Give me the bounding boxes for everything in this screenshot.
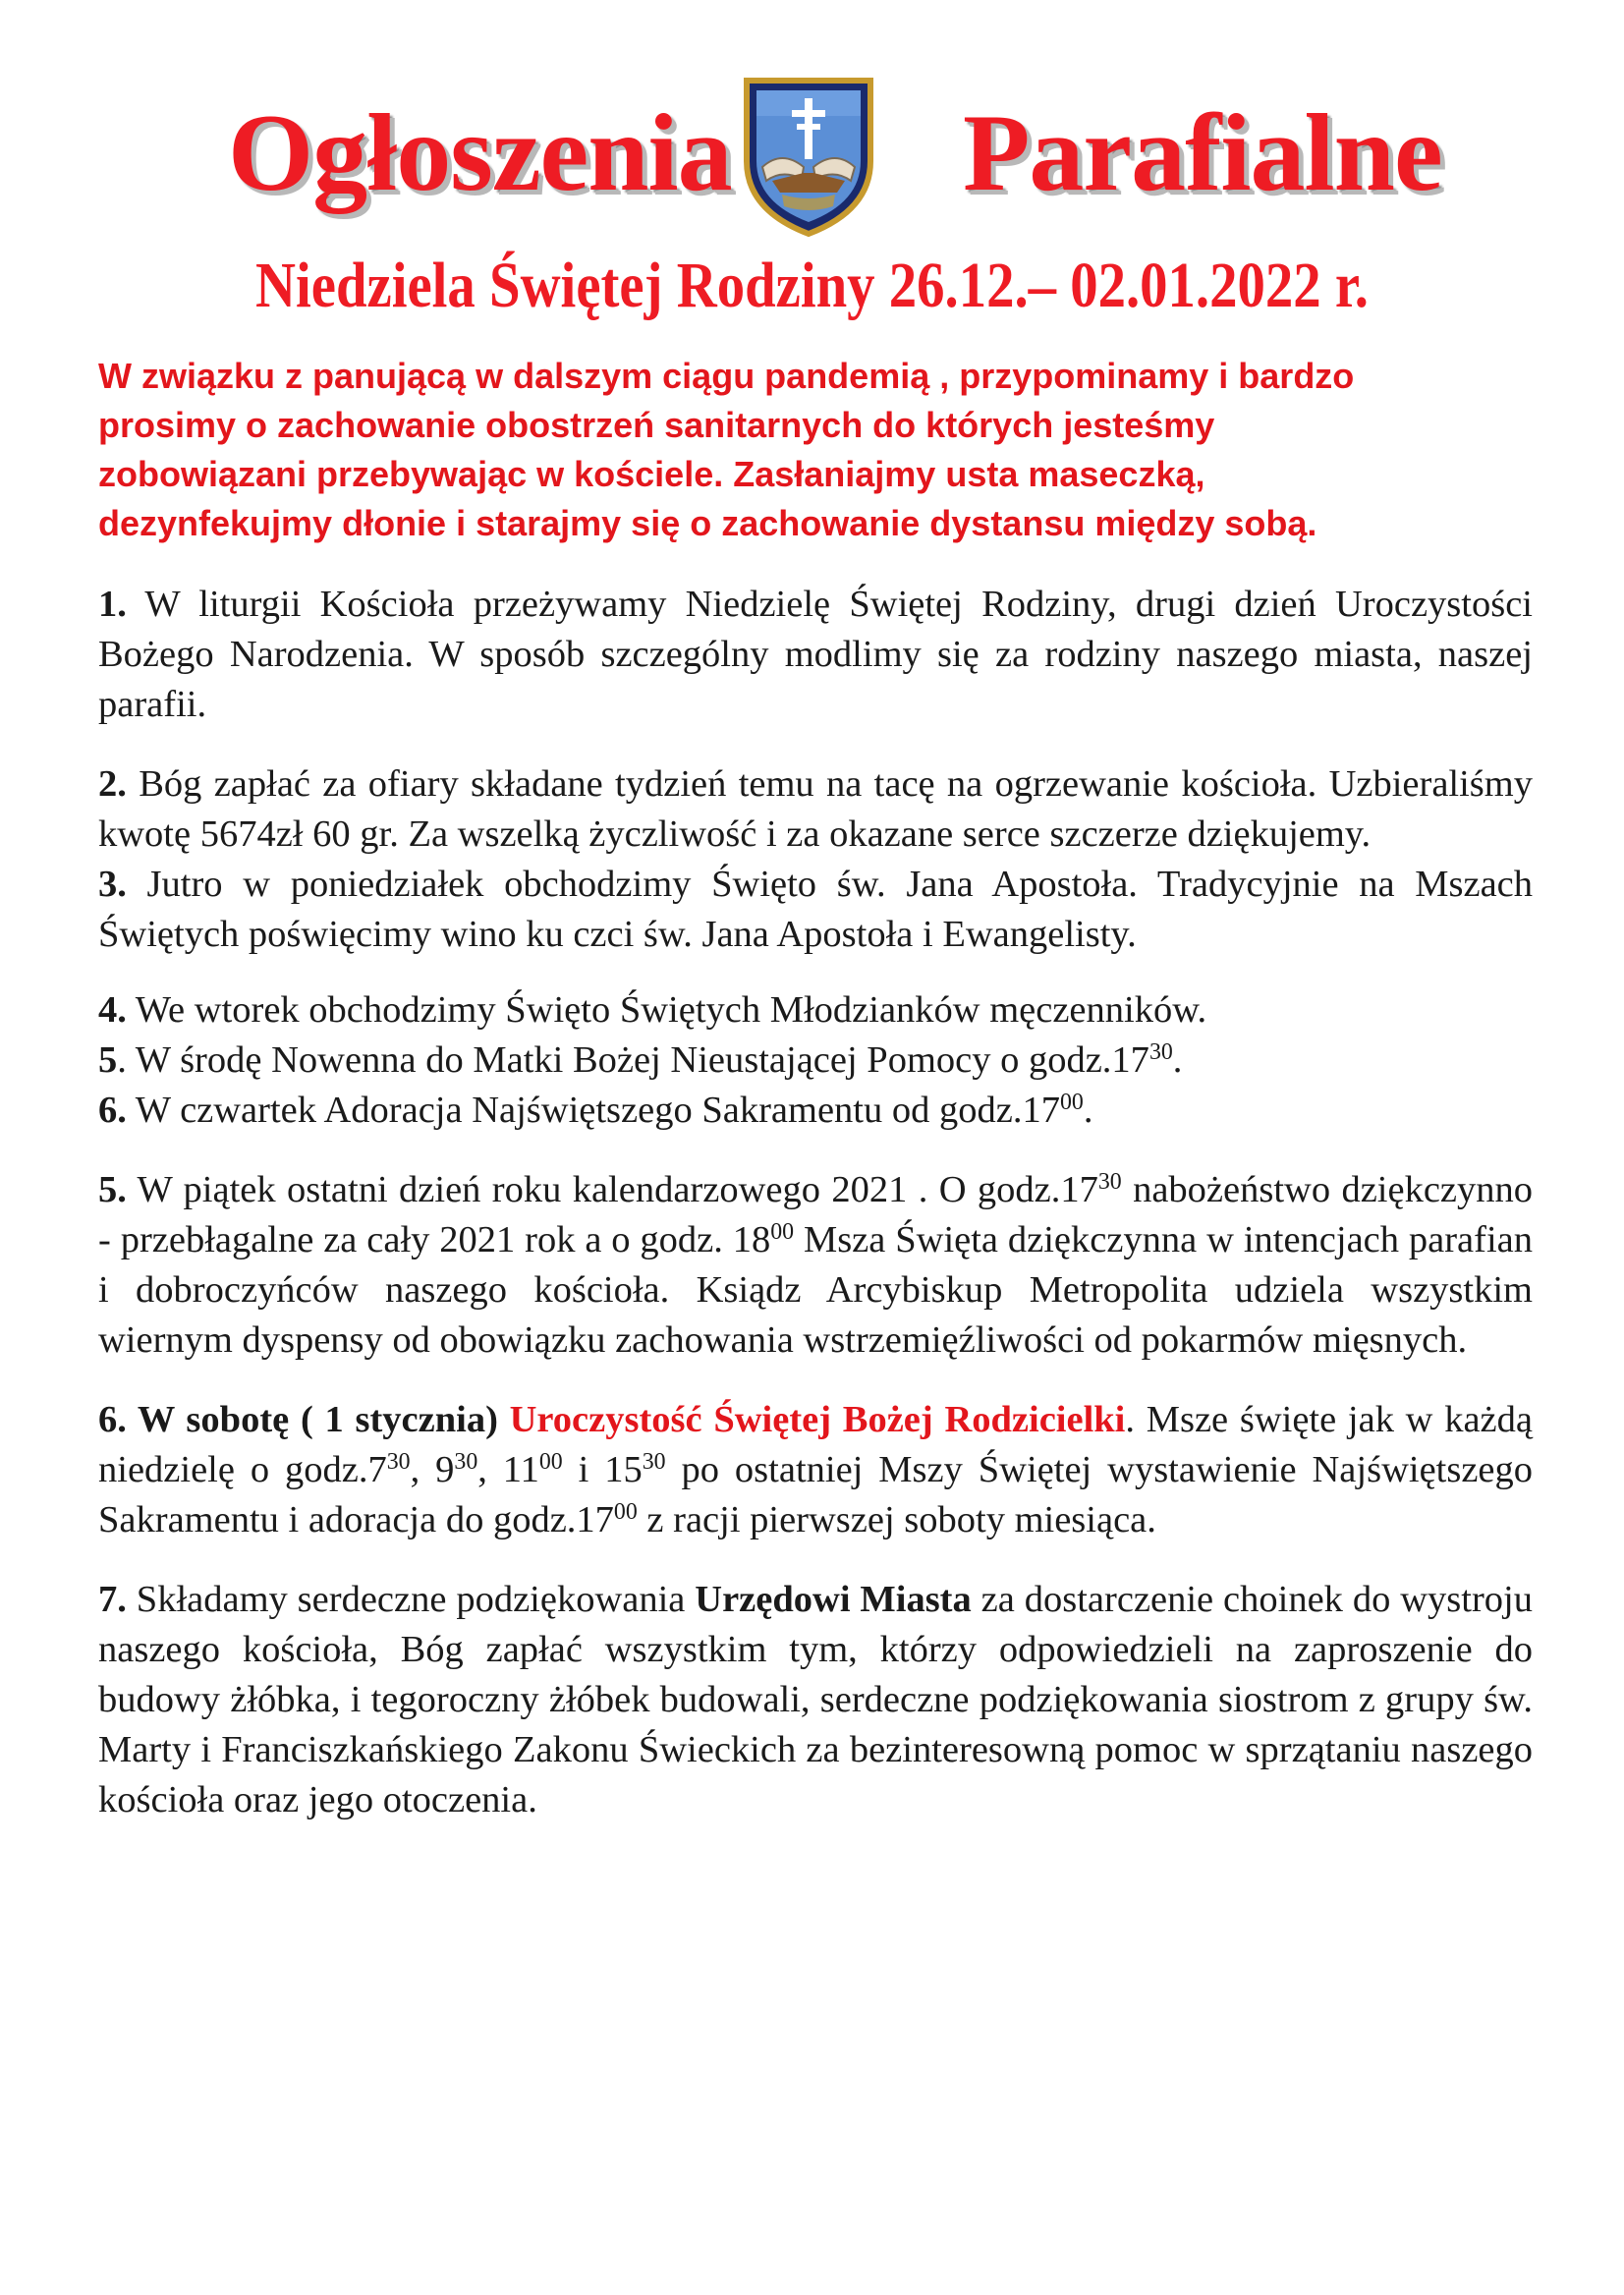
item-text: , 11: [477, 1449, 539, 1490]
announcement-item: [98, 985, 1533, 1036]
item-text: nabożeństwo dziękczynno - przebłagalne za cały 2021 rok a o godz. 18: [98, 1169, 1534, 1260]
item-text: .: [1083, 1090, 1093, 1131]
item-text: Składamy serdeczne podziękowania: [126, 1579, 696, 1620]
notice-line: prosimy o zachowanie obostrzeń sanitarnych do których jesteśmy: [98, 405, 1215, 445]
announcements-list: [98, 580, 1533, 1825]
announcement-item: [98, 1575, 1533, 1825]
time-superscript: 30: [454, 1449, 478, 1476]
announcement-item: [98, 580, 1533, 730]
announcement-item: [98, 759, 1533, 860]
item-number: 5: [98, 1039, 118, 1081]
sanitary-notice: [98, 352, 1533, 548]
time-superscript: 00: [538, 1449, 563, 1476]
item-text: z racji pierwszej soboty miesiąca.: [637, 1499, 1156, 1540]
time-superscript: 30: [1097, 1169, 1122, 1196]
item-text: . W środę Nowenna do Matki Bożej Nieustającej Pomocy o godz.17: [117, 1039, 1149, 1081]
announcement-item: [98, 1395, 1533, 1545]
item-text: W piątek ostatni dzień roku kalendarzowego 2021 . O godz.17: [126, 1169, 1098, 1210]
announcement-item: [98, 860, 1533, 960]
time-superscript: 30: [386, 1449, 411, 1476]
item-text: Jutro w poniedziałek obchodzimy Święto św. Jana Apostoła. Tradycyjnie na Mszach Świętych poświęcimy wino ku czci św. Jana Apostoła i Ewangelisty.: [98, 864, 1533, 955]
notice-line: W związku z panującą w dalszym ciągu pandemią , przypominamy i bardzo: [98, 356, 1355, 396]
time-superscript: 30: [1148, 1039, 1173, 1066]
page-header: [0, 77, 1624, 253]
time-superscript: 00: [1059, 1090, 1084, 1116]
item-text: Msza Święta dziękczynna w intencjach parafian i dobroczyńców naszego kościoła. Ksiądz Arcybiskup Metropolita udziela wszystkim wiernym dyspensy od obowiązku zachowania wstrzemięźliwości od pokarmów mięsnych.: [98, 1219, 1533, 1361]
parish-coat-of-arms-icon: [743, 77, 874, 238]
item-number: 6.: [98, 1090, 127, 1131]
item-text: , 9: [410, 1449, 455, 1490]
item-number: 6. W sobotę ( 1 stycznia): [98, 1399, 498, 1440]
time-superscript: 30: [642, 1449, 666, 1476]
feast-name: Uroczystość Świętej Bożej Rodzicielki: [497, 1399, 1126, 1440]
title-right: Parafialne: [963, 92, 1442, 214]
item-text: . Msze święte jak w każdą niedzielę o godz.7: [98, 1399, 1533, 1490]
time-superscript: 00: [770, 1219, 795, 1246]
time-superscript: 00: [613, 1499, 638, 1526]
item-number: 5.: [98, 1169, 127, 1210]
announcement-item: [98, 1086, 1533, 1136]
page-subtitle: Niedziela Świętej Rodziny 26.12.– 02.01.2022 r.: [254, 250, 1370, 321]
announcement-item: [98, 1036, 1533, 1086]
item-bold-text: Urzędowi Miasta: [695, 1579, 972, 1620]
notice-line: dezynfekujmy dłonie i starajmy się o zachowanie dystansu między sobą.: [98, 503, 1317, 543]
notice-line: zobowiązani przebywając w kościele. Zasłaniajmy usta maseczką,: [98, 454, 1205, 494]
item-text: i 15: [562, 1449, 643, 1490]
item-number: 7.: [98, 1579, 127, 1620]
item-text: .: [1172, 1039, 1183, 1081]
item-text: W czwartek Adoracja Najświętszego Sakramentu od godz.17: [126, 1090, 1060, 1131]
item-text: po ostatniej Mszy Świętej wystawienie Najświętszego Sakramentu i adoracja do godz.17: [98, 1449, 1534, 1540]
item-number: 3.: [98, 864, 127, 905]
item-number: 4.: [98, 989, 127, 1031]
item-text: We wtorek obchodzimy Święto Świętych Młodzianków męczenników.: [126, 989, 1207, 1031]
item-text: W liturgii Kościoła przeżywamy Niedzielę Świętej Rodziny, drugi dzień Uroczystości Bożego Narodzenia. W sposób szczególny modlimy się za rodziny naszego miasta, naszej parafii.: [98, 584, 1533, 725]
item-text: za dostarczenie choinek do wystroju naszego kościoła, Bóg zapłać wszystkim tym, którzy odpowiedzieli na zaproszenie do budowy żłóbka, i tegoroczny żłóbek budowali, serdeczne podziękowania siostrom z grupy św. Marty i Franciszkańskiego Zakonu Świeckich za bezinteresowną pomoc w sprzątaniu naszego kościoła oraz jego otoczenia.: [98, 1579, 1533, 1820]
announcement-item: [98, 1165, 1533, 1366]
item-number: 1.: [98, 584, 127, 625]
title-left: Ogłoszenia: [228, 92, 732, 214]
item-number: 2.: [98, 763, 127, 805]
item-text: Bóg zapłać za ofiary składane tydzień temu na tacę na ogrzewanie kościoła. Uzbieraliśmy kwotę 5674zł 60 gr. Za wszelką życzliwość i za okazane serce szczerze dziękujemy.: [98, 763, 1533, 855]
